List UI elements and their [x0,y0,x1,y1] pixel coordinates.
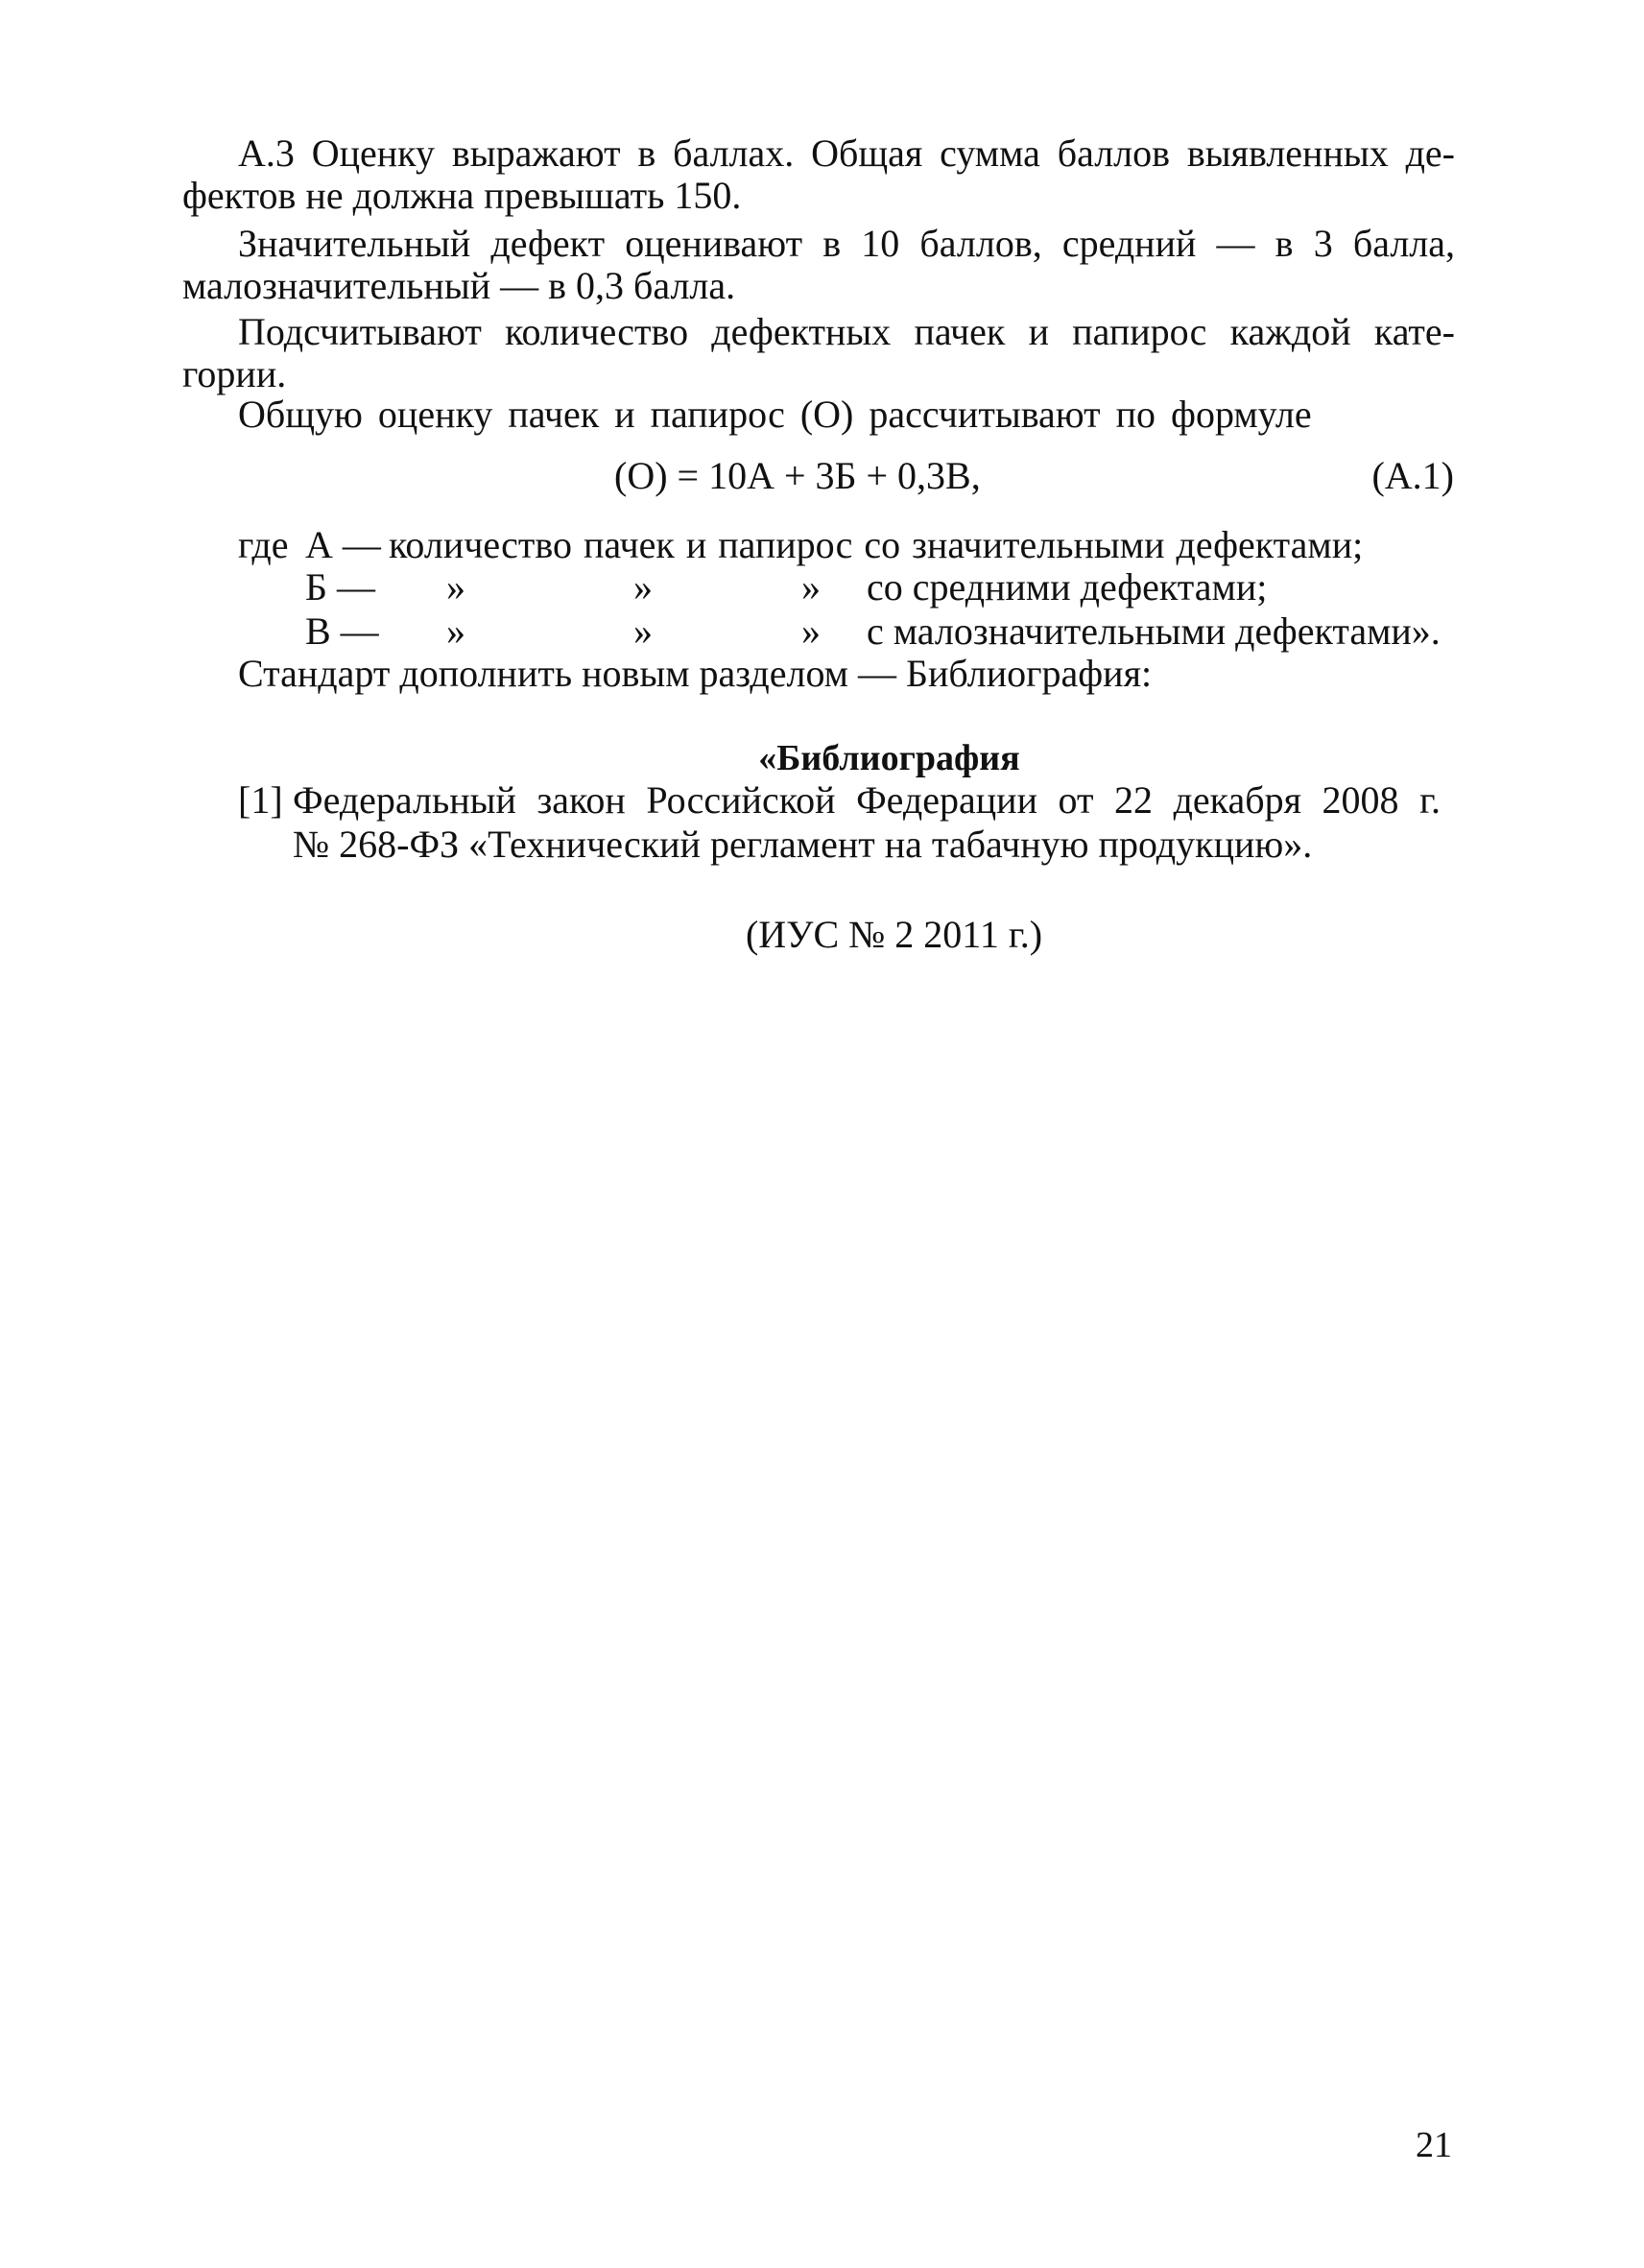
ditto-mark: » [801,609,821,653]
where-intro: где [238,523,289,566]
formula-number: (А.1) [1371,454,1454,497]
where-text-c: с малозначительными дефектами». [867,609,1441,653]
ditto-mark: » [801,565,821,609]
page-number: 21 [1416,2125,1452,2165]
ditto-mark: » [446,565,465,609]
ditto-mark: » [633,565,653,609]
paragraph-significance-line2: малозначительный — в 0,3 балла. [182,264,736,307]
where-text-b: со средними дефектами; [867,565,1268,609]
where-row-c [0,610,1644,653]
where-letter-a: А — [305,523,381,566]
bibliography-heading-text: «Библиография [758,738,1020,778]
bibliography-heading [0,737,1644,779]
where-row-a [0,524,1644,566]
amendment-sentence: Стандарт дополнить новым разделом — Библиография: [238,652,1153,695]
paragraph-a3-line2: фектов не должна превышать 150. [182,174,742,217]
where-letter-c: В — [305,609,379,653]
ditto-mark: » [446,609,465,653]
paragraph-count-line2: гории. [182,352,287,395]
bibliography-item-line1: Федеральный закон Российской Федерации от 22 декабря 2008 г. [293,778,1441,822]
formula-expression: (О) = 10А + 3Б + 0,3В, [614,454,981,497]
bibliography-item-line2: № 268-ФЗ «Технический регламент на табачную продукцию». [293,823,1313,866]
ius-reference-text: (ИУС № 2 2011 г.) [745,913,1043,956]
ditto-mark: » [633,609,653,653]
paragraph-significance-line1: Значительный дефект оценивают в 10 баллов, средний — в 3 балла, [238,222,1455,265]
paragraph-a3-line1: А.3 Оценку выражают в баллах. Общая сумма баллов выявленных де- [238,131,1455,175]
paragraph-formula-intro: Общую оценку пачек и папирос (О) рассчитывают по формуле [238,393,1312,436]
where-text-a: количество пачек и папирос со значительными дефектами; [389,523,1364,566]
where-row-b [0,566,1644,609]
ius-reference [0,914,1644,956]
paragraph-count-line1: Подсчитывают количество дефектных пачек и папирос каждой кате- [238,310,1455,353]
bibliography-item-number: [1] [238,778,283,822]
where-letter-b: Б — [305,565,375,609]
